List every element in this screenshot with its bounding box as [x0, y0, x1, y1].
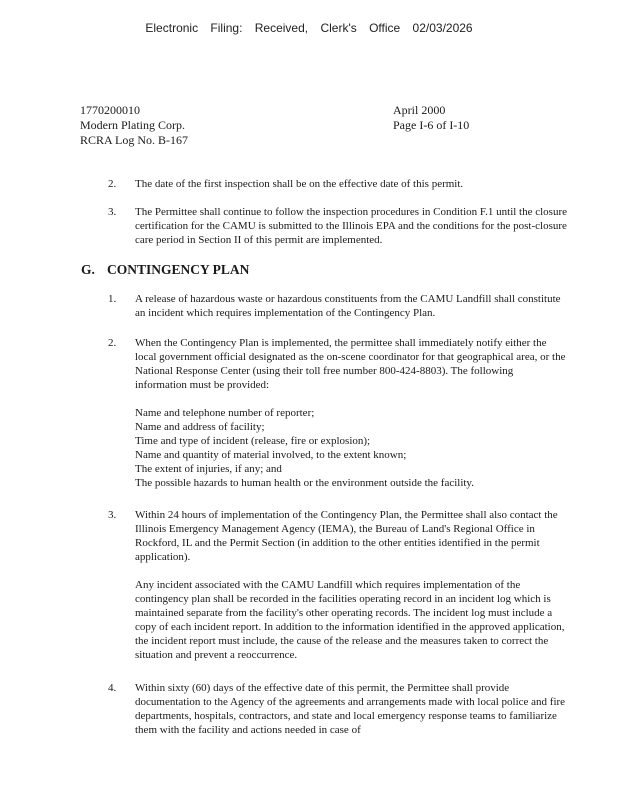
- item-text: The Permittee shall continue to follow the inspection procedures in Condition F.1 until the closure certification for the CAMU is submitted to the Illinois EPA and the conditions for the post-closure care period in Section II of this permit are implemented.: [135, 206, 568, 246]
- header-left: [80, 103, 188, 148]
- item-number: 4.: [108, 682, 117, 694]
- item-text: A release of hazardous waste or hazardous constituents from the CAMU Landfill shall constitute an incident which requires implementation of the Contingency Plan.: [135, 293, 561, 319]
- list-item: Time and type of incident (release, fire or explosion);: [135, 435, 371, 447]
- date: April 2000: [393, 103, 446, 117]
- item-text: [135, 508, 567, 662]
- section-letter: G.: [81, 262, 95, 277]
- item-number: 2.: [108, 337, 117, 349]
- item-number: 2.: [108, 178, 117, 190]
- item-paragraph: Within 24 hours of implementation of the Contingency Plan, the Permittee shall also contact the Illinois Emergency Management Agency (IEMA), the Bureau of Land's Regional Office in Rockford, IL and the Permit Section (in addition to the other entities identified in the permit application).: [135, 509, 558, 563]
- item-text: Within sixty (60) days of the effective date of this permit, the Permittee shall provide documentation to the Agency of the agreements and arrangements made with local police and fire departments, hospitals, contractors, and state and local emergency response teams to familiarize them with the facility and actions needed in case of: [135, 682, 566, 736]
- log-number: RCRA Log No. B-167: [80, 133, 189, 147]
- list-item: Name and telephone number of reporter;: [135, 407, 315, 419]
- list-item: The extent of injuries, if any; and: [135, 463, 282, 475]
- permit-number: 1770200010: [80, 103, 140, 117]
- item-number: 3.: [108, 509, 117, 521]
- list-item: The possible hazards to human health or the environment outside the facility.: [135, 477, 474, 489]
- item-text: [135, 336, 567, 490]
- item-paragraph: When the Contingency Plan is implemented, the permittee shall immediately notify either the local government official designated as the on-scene coordinator for that geographical area, or the National Response Center (using their toll free number 800-424-8803). The following information must be provided:: [135, 337, 566, 391]
- company-name: Modern Plating Corp.: [80, 118, 185, 132]
- item-number: 1.: [108, 293, 117, 305]
- required-info-list: [135, 406, 567, 490]
- header-right: [393, 103, 469, 133]
- list-item: Name and address of facility;: [135, 421, 265, 433]
- section-heading: [81, 262, 249, 278]
- item-text: The date of the first inspection shall be on the effective date of this permit.: [135, 178, 464, 190]
- item-number: 3.: [108, 206, 117, 218]
- section-title: CONTINGENCY PLAN: [107, 262, 250, 277]
- list-item: Name and quantity of material involved, to the extent known;: [135, 449, 407, 461]
- page-number: Page I-6 of I-10: [393, 118, 470, 132]
- item-paragraph: Any incident associated with the CAMU Landfill which requires implementation of the contingency plan shall be recorded in the facilities operating record in an incident log which is maintained separate from the facility's other operating records. The incident log must include a copy of each incident report. In addition to the information identified in the approved application, the incident report must include, the cause of the release and the measures taken to correct the situation and prevent a reoccurrence.: [135, 579, 565, 661]
- filing-stamp: Electronic Filing: Received, Clerk's Office 02/03/2026: [145, 21, 473, 35]
